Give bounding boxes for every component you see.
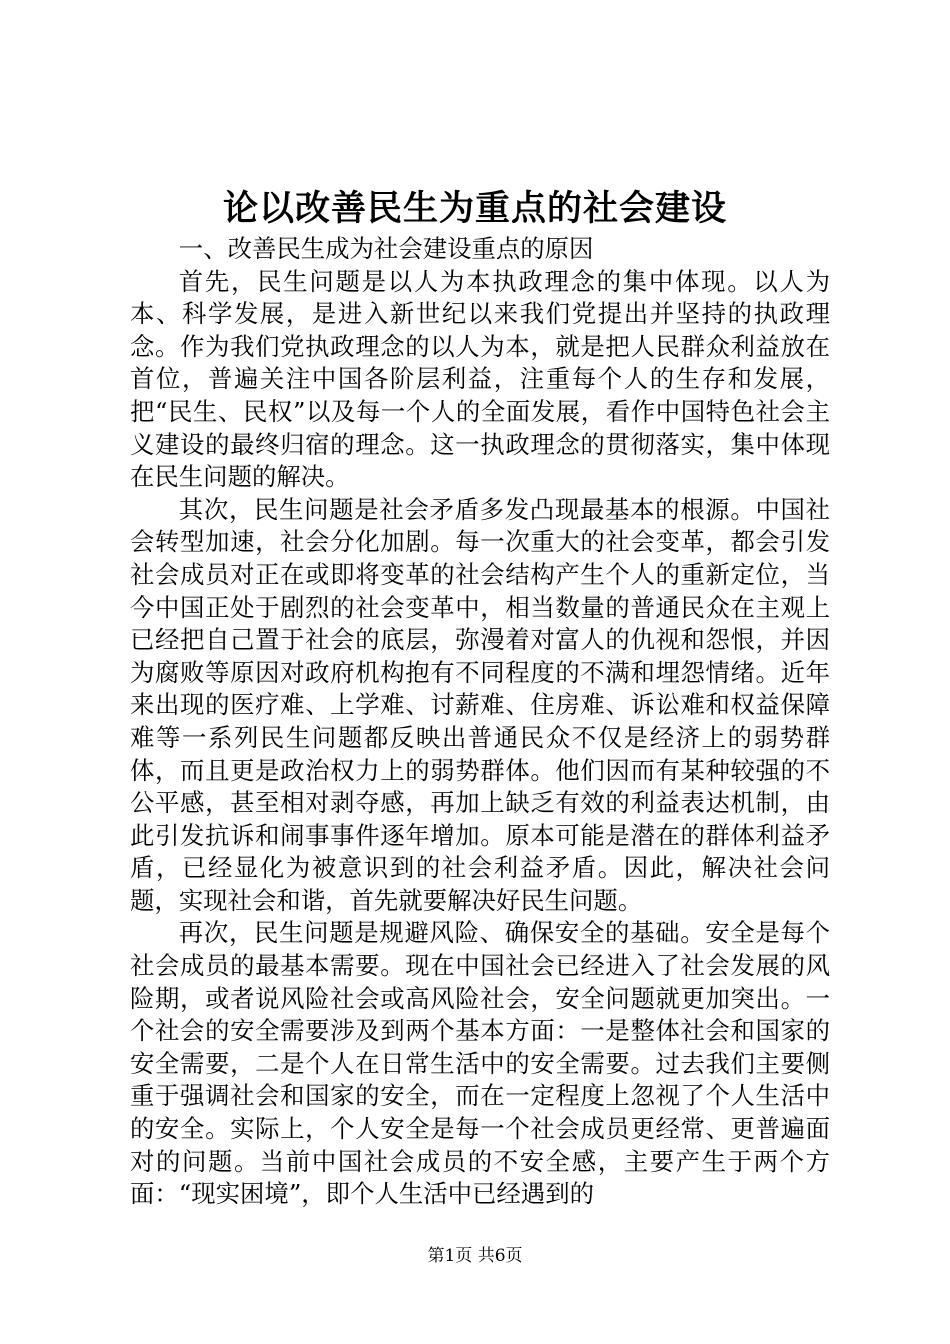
document-body (130, 233, 830, 1211)
page-footer: 第1页 共6页 (427, 1246, 523, 1266)
paragraph: 再次，民生问题是规避风险、确保安全的基础。安全是每个社会成员的最基本需要。现在中国社会已经进入了社会发展的风险期，或者说风险社会或高风险社会，安全问题就更加突出。一个社会的安全需要涉及到两个基本方面：一是整体社会和国家的安全需要，二是个人在日常生活中的安全需要。过去我们主要侧重于强调社会和国家的安全，而在一定程度上忽视了个人生活中的安全。实际上，个人安全是每一个社会成员更经常、更普遍面对的问题。当前中国社会成员的不安全感，主要产生于两个方面：“现实困境”，即个人生活中已经遇到的 (130, 918, 830, 1209)
paragraph: 其次，民生问题是社会矛盾多发凸现最基本的根源。中国社会转型加速，社会分化加剧。每一次重大的社会变革，都会引发社会成员对正在或即将变革的社会结构产生个人的重新定位，当今中国正处于剧烈的社会变革中，相当数量的普通民众在主观上已经把自己置于社会的底层，弥漫着对富人的仇视和怨恨，并因为腐败等原因对政府机构抱有不同程度的不满和埋怨情绪。近年来出现的医疗难、上学难、讨薪难、住房难、诉讼难和权益保障难等一系列民生问题都反映出普通民众不仅是经济上的弱势群体，而且更是政治权力上的弱势群体。他们因而有某种较强的不公平感，甚至相对剥夺感，再加上缺乏有效的利益表达机制，由此引发抗诉和闹事事件逐年增加。原本可能是潜在的群体利益矛盾，已经显化为被意识到的社会利益矛盾。因此，解决社会问题，实现社会和谐，首先就要解决好民生问题。 (130, 494, 830, 915)
section-heading: 一、改善民生成为社会建设重点的原因 (178, 234, 594, 263)
paragraph: 首先，民生问题是以人为本执政理念的集中体现。以人为本、科学发展，是进入新世纪以来我们党提出并坚持的执政理念。作为我们党执政理念的以人为本，就是把人民群众利益放在首位，普遍关注中国各阶层利益，注重每个人的生存和发展，把“民生、民权”以及每一个人的全面发展，看作中国特色社会主义建设的最终归宿的理念。这一执政理念的贯彻落实，集中体现在民生问题的解决。 (130, 266, 830, 492)
document-title: 论以改善民生为重点的社会建设 (222, 188, 727, 229)
